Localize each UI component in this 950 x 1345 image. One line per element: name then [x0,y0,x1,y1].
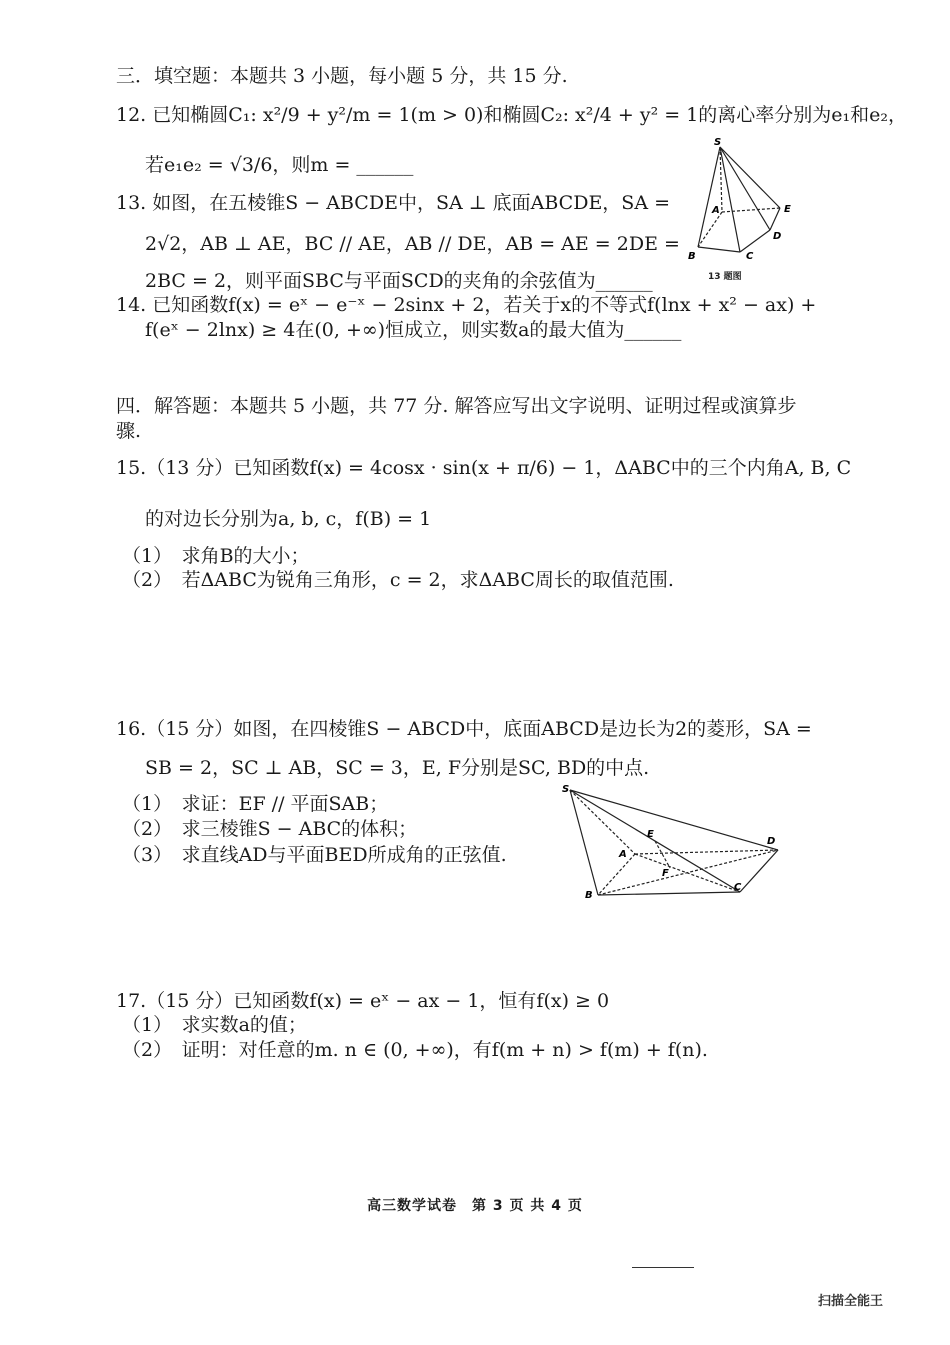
q16-label-f: F [662,868,669,879]
q16-line1: 16.（15 分）如图，在四棱锥S − ABCD中，底面ABCD是边长为2的菱形，SA = [116,718,812,740]
q13-label-d: D [773,231,782,242]
q14-line2: f(eˣ − 2lnx) ≥ 4在(0, +∞)恒成立，则实数a的最大值为______ [145,319,682,341]
q12-line1: 12. 已知椭圆C₁: x²/9 + y²/m = 1(m > 0)和椭圆C₂: x²/4 + y² = 1的离心率分别为e₁和e₂， [116,104,908,126]
q16-label-s: S [562,784,570,795]
q15-part2: （2） 若ΔABC为锐角三角形，c = 2，求ΔABC周长的取值范围. [122,569,674,591]
q14-line1: 14. 已知函数f(x) = eˣ − e⁻ˣ − 2sinx + 2，若关于x的不等式f(lnx + x² − ax) + [116,294,817,316]
q16-label-e: E [647,829,654,840]
q13-label-b: B [688,251,696,262]
q13-label-c: C [746,251,754,262]
section4-header-line2: 骤. [116,420,142,442]
q17-part2: （2） 证明：对任意的m. n ∈ (0, +∞)，有f(m + n) > f(m) + f(n). [122,1039,708,1061]
q16-part2: （2） 求三棱锥S − ABC的体积； [122,818,418,840]
q16-label-b: B [585,890,593,901]
q16-label-d: D [767,836,776,847]
q15-line1: 15.（13 分）已知函数f(x) = 4cosx · sin(x + π/6) − 1，ΔABC中的三个内角A, B, C [116,457,852,479]
q16-part1: （1） 求证：EF // 平面SAB； [122,793,389,815]
q13-line1: 13. 如图，在五棱锥S − ABCDE中，SA ⊥ 底面ABCDE，SA = [116,192,671,214]
page-footer: 高三数学试卷 第 3 页 共 4 页 [367,1198,583,1214]
q15-line2: 的对边长分别为a, b, c，f(B) = 1 [145,508,432,530]
scan-mark-line [632,1267,694,1268]
q13-figure [680,135,810,285]
q16-label-c: C [734,882,742,893]
q17-line1: 17.（15 分）已知函数f(x) = eˣ − ax − 1，恒有f(x) ≥ 0 [116,990,610,1012]
q13-label-e: E [784,204,791,215]
q13-line2: 2√2，AB ⊥ AE，BC // AE，AB // DE，AB = AE = 2DE = [145,233,680,255]
section4-header-line1: 四．解答题：本题共 5 小题，共 77 分. 解答应写出文字说明、证明过程或演算步 [116,395,797,417]
q13-line3: 2BC = 2，则平面SBC与平面SCD的夹角的余弦值为______ [145,270,653,292]
q15-part1: （1） 求角B的大小； [122,545,310,567]
q16-part3: （3） 求直线AD与平面BED所成角的正弦值. [122,844,507,866]
q13-label-s: S [714,137,722,148]
q13-figure-caption: 13 题图 [708,272,742,282]
q16-label-a: A [619,849,627,860]
section3-header: 三．填空题：本题共 3 小题，每小题 5 分，共 15 分. [116,65,568,87]
scan-watermark: 扫描全能王 [818,1294,884,1309]
q12-line2: 若e₁e₂ = √3/6，则m = ______ [145,154,414,176]
q13-label-a: A [712,205,720,216]
q17-part1: （1） 求实数a的值； [122,1014,307,1036]
q16-line2: SB = 2，SC ⊥ AB，SC = 3，E, F分别是SC, BD的中点. [145,757,650,779]
q16-figure [560,782,790,902]
